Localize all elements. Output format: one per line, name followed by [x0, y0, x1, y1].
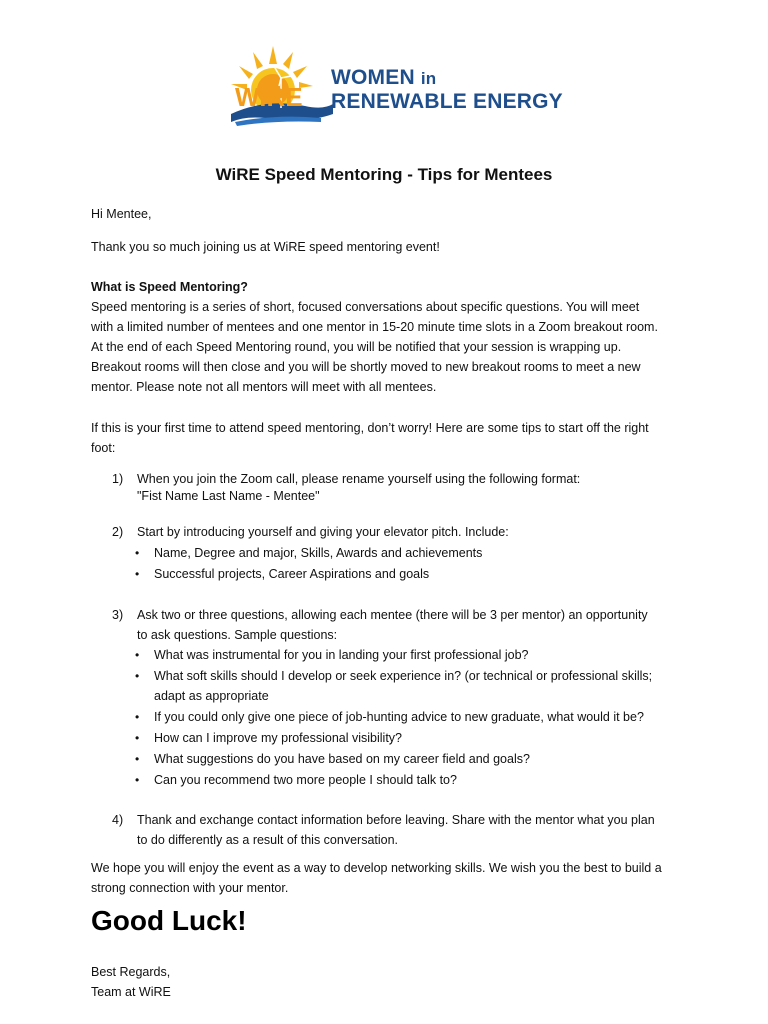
signoff-line1: Best Regards, [91, 965, 171, 979]
bullet-item: What soft skills should I develop or seek experience in? (or technical or professional skills; [154, 669, 653, 683]
bullet-item: Name, Degree and major, Skills, Awards and achievements [154, 546, 483, 560]
bullet-item: Successful projects, Career Aspirations and goals [154, 567, 430, 581]
thanks-paragraph: Thank you so much joining us at WiRE speed mentoring event! [91, 240, 440, 254]
logo-wordmark: WiRE [235, 82, 303, 112]
step-text: to do differently as a result of this conversation. [137, 833, 399, 847]
bullet-icon: • [135, 773, 140, 787]
step-text: to ask questions. Sample questions: [137, 628, 338, 642]
wire-logo [225, 44, 563, 128]
bullet-item: What suggestions do you have based on my career field and goals? [154, 752, 530, 766]
sun-logo-icon [225, 44, 335, 128]
bullet-item: If you could only give one piece of job-hunting advice to new graduate, what would it be? [154, 710, 644, 724]
step-number: 4) [112, 813, 124, 827]
bullet-icon: • [135, 546, 140, 560]
bullet-icon: • [135, 731, 140, 745]
logo-line1: WOMEN in [331, 66, 437, 89]
step-text: Ask two or three questions, allowing each mentee (there will be 3 per mentor) an opportunity [137, 608, 648, 622]
bullet-icon: • [135, 710, 140, 724]
step-text: When you join the Zoom call, please rename yourself using the following format: [137, 472, 581, 486]
bullet-item: Can you recommend two more people I should talk to? [154, 773, 457, 787]
step-number: 2) [112, 525, 124, 539]
bullet-item-continuation: adapt as appropriate [154, 689, 269, 703]
bullet-icon: • [135, 752, 140, 766]
bullet-icon: • [135, 669, 140, 683]
what-paragraph: Speed mentoring is a series of short, focused conversations about specific questions. You will meet with a limited number of mentees and one mentor in 15-20 minute time slots in a Zoom breakout room. At the end of each Speed Mentoring round, you will be notified that your session is wrapping up. Breakout rooms will then close and you will be shortly moved to new breakout rooms to meet a new mentor. Please note not all mentors will meet with all mentees. [91, 300, 658, 394]
closing-paragraph: We hope you will enjoy the event as a way to develop networking skills. We wish you the best to build a strong connection with your mentor. [91, 861, 662, 895]
document-title: WiRE Speed Mentoring - Tips for Mentees [215, 165, 553, 184]
step-number: 3) [112, 608, 124, 622]
good-luck-heading: Good Luck! [91, 905, 247, 936]
bullet-icon: • [135, 648, 140, 662]
bullet-item: What was instrumental for you in landing your first professional job? [154, 648, 529, 662]
greeting: Hi Mentee, [91, 207, 152, 221]
bullet-item: How can I improve my professional visibility? [154, 731, 403, 745]
intro-paragraph: If this is your first time to attend speed mentoring, don’t worry! Here are some tips to start off the right foot: [91, 421, 649, 455]
step-subtext: "Fist Name Last Name - Mentee" [137, 489, 320, 503]
step-text: Thank and exchange contact information before leaving. Share with the mentor what you plan [137, 813, 655, 827]
bullet-icon: • [135, 567, 140, 581]
step-number: 1) [112, 472, 124, 486]
signoff-line2: Team at WiRE [91, 985, 171, 999]
step-text: Start by introducing yourself and giving your elevator pitch. Include: [137, 525, 509, 539]
section-heading-what: What is Speed Mentoring? [91, 280, 248, 294]
logo-line2: RENEWABLE ENERGY [331, 90, 563, 113]
